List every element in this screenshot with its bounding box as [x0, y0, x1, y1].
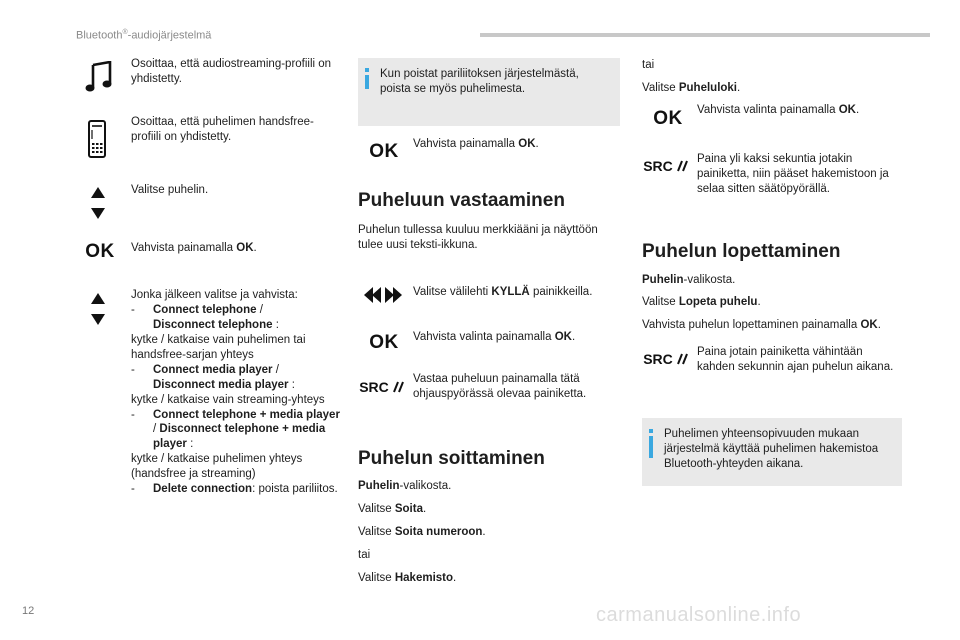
seek-left-right-icon — [362, 285, 404, 305]
select-call-text: Valitse Soita. — [358, 503, 427, 515]
up-down-arrows-icon — [88, 290, 108, 328]
src-phone-button-icon: SRC — [358, 376, 406, 398]
heading-answer-call: Puheluun vastaaminen — [358, 190, 565, 211]
or-text: tai — [358, 549, 371, 561]
confirm-end-call-text: Vahvista puhelun lopettaminen painamalla OK. — [642, 319, 881, 331]
section-title: Bluetooth®-audiojärjestelmä — [76, 29, 212, 42]
connection-options — [131, 288, 341, 497]
select-call-log-text: Valitse Puheluloki. — [642, 82, 741, 94]
handsfree-profile-text: Osoittaa, että puhelimen handsfree-profiili on yhdistetty. — [131, 116, 314, 143]
heading-end-call: Puhelun lopettaminen — [642, 241, 841, 262]
info-note: Puhelimen yhteensopivuuden mukaan järjestelmä käyttää puhelimen hakemistoa Bluetooth-yhteyden aikana. — [642, 418, 902, 486]
then-select-text: Jonka jälkeen valitse ja vahvista: — [131, 289, 298, 301]
list-item-desc: kytke / katkaise puhelimen yhteys (handsfree ja streaming) — [131, 453, 303, 481]
confirm-selection-text: Vahvista valinta painamalla OK. — [697, 104, 860, 116]
list-item: - Connect telephone / Disconnect telephone : — [131, 303, 279, 331]
ok-button-icon: OK — [85, 240, 115, 262]
phone-menu-text: Puhelin-valikosta. — [642, 274, 736, 286]
phone-menu-text: Puhelin-valikosta. — [358, 480, 452, 492]
mobile-phone-icon — [86, 118, 108, 160]
or-text: tai — [642, 59, 655, 71]
list-item-desc: kytke / katkaise vain puhelimen tai handsfree-sarjan yhteys — [131, 333, 306, 361]
list-item: - Connect telephone + media player / Disconnect telephone + media player : — [131, 408, 340, 451]
confirm-selection-text: Vahvista valinta painamalla OK. — [413, 331, 576, 343]
select-end-call-text: Valitse Lopeta puhelu. — [642, 296, 761, 308]
up-down-arrows-icon — [88, 184, 108, 222]
select-directory-text: Valitse Hakemisto. — [358, 572, 457, 584]
long-press-directory-text: Paina yli kaksi sekuntia jotakin painiketta, niin pääset hakemistoon ja selaa sitten säätöpyörällä. — [697, 153, 889, 195]
list-item: - Delete connection: poista pariliitos. — [131, 483, 338, 496]
list-item-desc: kytke / katkaise vain streaming-yhteys — [131, 393, 325, 406]
ok-button-icon: OK — [653, 107, 683, 129]
select-phone-text: Valitse puhelin. — [131, 184, 209, 196]
music-note-icon — [84, 60, 114, 94]
confirm-ok-text: Vahvista painamalla OK. — [413, 138, 539, 150]
confirm-ok-text: Vahvista painamalla OK. — [131, 242, 257, 254]
info-note: Kun poistat pariliitoksen järjestelmästä, poista se myös puhelimesta. — [358, 58, 620, 126]
page-number: 12 — [22, 605, 35, 617]
press-end-call-text: Paina jotain painiketta vähintään kahden sekunnin ajan puhelun aikana. — [697, 346, 894, 373]
header-divider — [480, 33, 930, 37]
ok-button-icon: OK — [369, 140, 399, 162]
src-phone-button-icon: SRC — [642, 155, 690, 177]
select-tab-text: Valitse välilehti KYLLÄ painikkeilla. — [413, 286, 593, 298]
answer-steering-text: Vastaa puheluun painamalla tätä ohjauspyörässä olevaa painiketta. — [413, 373, 587, 400]
list-item: - Connect media player / Disconnect media player : — [131, 363, 295, 391]
audio-profile-text: Osoittaa, että audiostreaming-profiili on yhdistetty. — [131, 58, 332, 85]
incoming-call-text: Puhelun tullessa kuuluu merkkiääni ja näyttöön tulee uusi teksti-ikkuna. — [358, 224, 598, 251]
watermark: carmanualsonline.info — [596, 604, 802, 626]
select-call-number-text: Valitse Soita numeroon. — [358, 526, 486, 538]
heading-make-call: Puhelun soittaminen — [358, 448, 545, 469]
src-phone-button-icon: SRC — [642, 348, 690, 370]
ok-button-icon: OK — [369, 331, 399, 353]
